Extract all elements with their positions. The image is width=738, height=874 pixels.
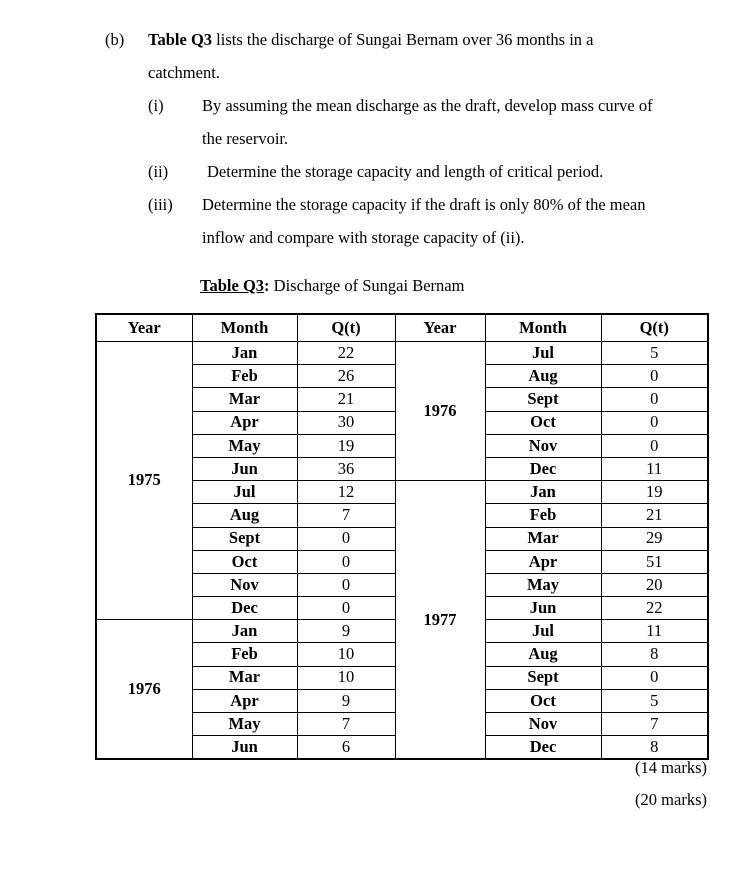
- table-caption-rest: Discharge of Sungai Bernam: [269, 276, 465, 295]
- item-ii-label: (ii): [148, 162, 169, 181]
- month-cell: Nov: [192, 573, 297, 596]
- month-cell: Dec: [192, 597, 297, 620]
- month-cell: Feb: [192, 643, 297, 666]
- month-cell: May: [192, 434, 297, 457]
- month-cell: Jun: [192, 457, 297, 480]
- month-cell: Aug: [485, 365, 601, 388]
- qt-cell: 0: [297, 573, 395, 596]
- qt-cell: 9: [297, 620, 395, 643]
- qt-cell: 6: [297, 736, 395, 760]
- qt-cell: 0: [601, 388, 708, 411]
- qt-cell: 51: [601, 550, 708, 573]
- qt-cell: 19: [297, 434, 395, 457]
- table-header-row: [96, 314, 708, 342]
- month-cell: May: [485, 573, 601, 596]
- month-cell: Jan: [485, 481, 601, 504]
- month-cell: Sept: [485, 388, 601, 411]
- item-ii-line-1: Determine the storage capacity and length of critical period.: [207, 162, 604, 181]
- qt-cell: 30: [297, 411, 395, 434]
- month-cell: Jan: [192, 620, 297, 643]
- year-cell: 1976: [395, 342, 485, 481]
- discharge-table: [95, 313, 709, 760]
- month-cell: Apr: [485, 550, 601, 573]
- qt-cell: 29: [601, 527, 708, 550]
- table-caption-label: Table Q3: [200, 276, 265, 295]
- marks-20: (20 marks): [635, 790, 707, 809]
- month-cell: Jul: [485, 620, 601, 643]
- intro-bold-text: Table Q3: [148, 30, 213, 49]
- year-cell: 1975: [96, 342, 192, 620]
- table-row: [96, 342, 708, 365]
- qt-cell: 0: [297, 550, 395, 573]
- year-cell: 1977: [395, 481, 485, 760]
- table-caption: [200, 277, 464, 296]
- qt-cell: 21: [297, 388, 395, 411]
- month-cell: Feb: [485, 504, 601, 527]
- qt-cell: 20: [601, 573, 708, 596]
- qt-cell: 12: [297, 481, 395, 504]
- question-b-intro-line-2: catchment.: [148, 63, 220, 82]
- month-cell: Aug: [485, 643, 601, 666]
- month-cell: Dec: [485, 736, 601, 760]
- table-header-cell: Month: [192, 314, 297, 342]
- month-cell: Nov: [485, 434, 601, 457]
- qt-cell: 10: [297, 666, 395, 689]
- month-cell: Feb: [192, 365, 297, 388]
- table-caption-colon: :: [264, 276, 270, 295]
- month-cell: Oct: [485, 689, 601, 712]
- qt-cell: 36: [297, 457, 395, 480]
- month-cell: Apr: [192, 689, 297, 712]
- month-cell: Sept: [192, 527, 297, 550]
- qt-cell: 5: [601, 342, 708, 365]
- month-cell: Jan: [192, 342, 297, 365]
- qt-cell: 10: [297, 643, 395, 666]
- month-cell: Dec: [485, 457, 601, 480]
- qt-cell: 8: [601, 643, 708, 666]
- item-i-label: (i): [148, 96, 164, 115]
- question-b-intro-line-1: [148, 31, 593, 50]
- qt-cell: 11: [601, 620, 708, 643]
- marks-14: (14 marks): [635, 758, 707, 777]
- intro-rest-text: lists the discharge of Sungai Bernam over 36 months in a: [212, 30, 594, 49]
- month-cell: Mar: [192, 388, 297, 411]
- qt-cell: 9: [297, 689, 395, 712]
- month-cell: May: [192, 713, 297, 736]
- month-cell: Oct: [192, 550, 297, 573]
- year-cell: 1976: [96, 620, 192, 760]
- qt-cell: 7: [297, 504, 395, 527]
- table-header-cell: Month: [485, 314, 601, 342]
- qt-cell: 11: [601, 457, 708, 480]
- month-cell: Aug: [192, 504, 297, 527]
- qt-cell: 21: [601, 504, 708, 527]
- item-i-line-1: By assuming the mean discharge as the draft, develop mass curve of: [202, 96, 653, 115]
- table-header-cell: Q(t): [297, 314, 395, 342]
- qt-cell: 7: [297, 713, 395, 736]
- qt-cell: 26: [297, 365, 395, 388]
- qt-cell: 0: [601, 411, 708, 434]
- qt-cell: 8: [601, 736, 708, 760]
- table-header-cell: Year: [96, 314, 192, 342]
- item-iii-line-2: inflow and compare with storage capacity of (ii).: [202, 228, 525, 247]
- month-cell: Jun: [192, 736, 297, 760]
- month-cell: Jul: [192, 481, 297, 504]
- qt-cell: 7: [601, 713, 708, 736]
- month-cell: Sept: [485, 666, 601, 689]
- qt-cell: 22: [601, 597, 708, 620]
- month-cell: Oct: [485, 411, 601, 434]
- qt-cell: 22: [297, 342, 395, 365]
- table-header-cell: Q(t): [601, 314, 708, 342]
- qt-cell: 5: [601, 689, 708, 712]
- item-i-line-2: the reservoir.: [202, 129, 289, 148]
- qt-cell: 19: [601, 481, 708, 504]
- month-cell: Nov: [485, 713, 601, 736]
- table-header-cell: Year: [395, 314, 485, 342]
- month-cell: Mar: [485, 527, 601, 550]
- qt-cell: 0: [601, 365, 708, 388]
- qt-cell: 0: [601, 434, 708, 457]
- month-cell: Jun: [485, 597, 601, 620]
- month-cell: Jul: [485, 342, 601, 365]
- qt-cell: 0: [297, 597, 395, 620]
- item-iii-line-1: Determine the storage capacity if the draft is only 80% of the mean: [202, 195, 646, 214]
- qt-cell: 0: [297, 527, 395, 550]
- item-iii-label: (iii): [148, 195, 173, 214]
- qt-cell: 0: [601, 666, 708, 689]
- month-cell: Mar: [192, 666, 297, 689]
- question-b-label: (b): [105, 30, 125, 49]
- month-cell: Apr: [192, 411, 297, 434]
